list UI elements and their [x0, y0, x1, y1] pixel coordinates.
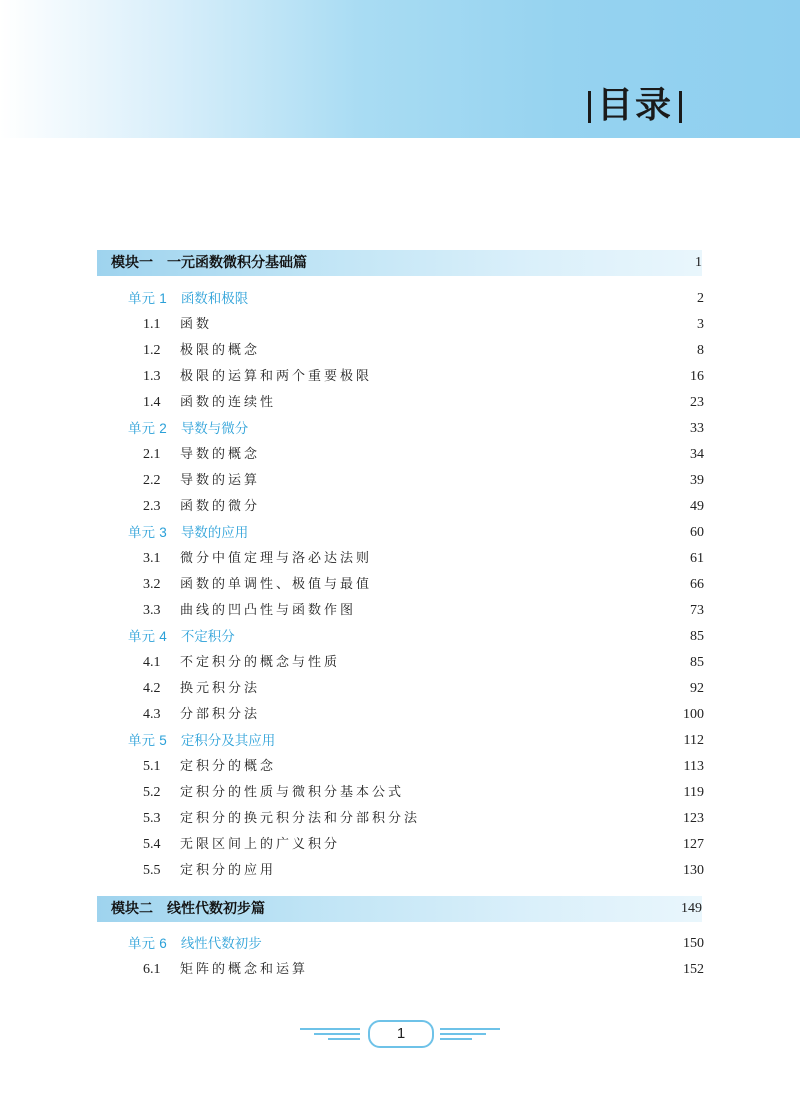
toc-unit[interactable]	[128, 287, 704, 311]
dot-leader	[313, 251, 689, 275]
toc-section[interactable]	[143, 755, 704, 779]
dot-leader	[266, 469, 684, 493]
dot-leader	[218, 313, 691, 337]
dot-leader	[254, 521, 684, 545]
page-ref: 127	[683, 837, 704, 852]
unit-number: 4	[159, 629, 167, 644]
footer-ornament-left	[300, 1025, 360, 1041]
dot-leader	[410, 781, 678, 805]
toc-section[interactable]	[143, 547, 704, 571]
unit-number: 6	[159, 936, 167, 951]
section-title: 极限的概念	[180, 343, 261, 358]
page-title-text: 目录	[596, 85, 673, 126]
unit-label: 单元 3	[128, 525, 167, 541]
section-number: 3.2	[143, 577, 161, 592]
section-title: 导数的运算	[180, 473, 261, 488]
page-ref: 85	[690, 655, 704, 670]
section-title: 定积分的概念	[180, 759, 277, 774]
page-ref: 61	[690, 551, 704, 566]
section-number: 5.5	[143, 863, 161, 878]
dot-leader	[266, 677, 684, 701]
page-number: 1	[368, 1020, 434, 1048]
toc-section[interactable]	[143, 391, 704, 415]
section-title: 导数的概念	[180, 447, 261, 462]
section-number: 4.1	[143, 655, 161, 670]
section-title: 定积分的应用	[180, 863, 277, 878]
module-title: 模块二 线性代数初步篇	[111, 901, 265, 917]
page-ref: 113	[683, 759, 704, 774]
page-ref: 123	[683, 811, 704, 826]
section-title: 定积分的换元积分法和分部积分法	[180, 811, 421, 826]
section-number: 2.2	[143, 473, 161, 488]
unit-title: 导数与微分	[180, 421, 249, 437]
page-ref: 16	[690, 369, 704, 384]
toc-section[interactable]	[143, 859, 704, 883]
dot-leader	[271, 897, 675, 921]
dot-leader	[268, 932, 677, 956]
toc-section[interactable]	[143, 365, 704, 389]
toc-section[interactable]	[143, 313, 704, 337]
section-title: 函数的单调性、极值与最值	[180, 577, 373, 592]
page-ref: 60	[690, 525, 704, 540]
page-ref: 112	[683, 733, 704, 748]
page-ref: 152	[683, 962, 704, 977]
section-number: 2.1	[143, 447, 161, 462]
module-title: 模块一 一元函数微积分基础篇	[111, 255, 307, 271]
dot-leader	[266, 703, 677, 727]
section-number: 4.3	[143, 707, 161, 722]
dot-leader	[282, 391, 684, 415]
page-ref: 149	[681, 901, 702, 916]
dot-leader	[282, 859, 677, 883]
page-ref: 119	[683, 785, 704, 800]
unit-title: 不定积分	[180, 629, 235, 645]
toc-section[interactable]	[143, 339, 704, 363]
dot-leader	[254, 287, 691, 311]
dot-leader	[314, 958, 677, 982]
dot-leader	[254, 417, 684, 441]
section-number: 4.2	[143, 681, 161, 696]
page-ref: 100	[683, 707, 704, 722]
unit-number: 3	[159, 525, 167, 540]
page-ref: 73	[690, 603, 704, 618]
dot-leader	[282, 755, 678, 779]
toc-section[interactable]	[143, 573, 704, 597]
toc-section[interactable]	[143, 833, 704, 857]
page-footer	[300, 1020, 500, 1046]
unit-label: 单元 2	[128, 421, 167, 437]
section-number: 5.2	[143, 785, 161, 800]
unit-title: 定积分及其应用	[180, 733, 276, 749]
dot-leader	[266, 339, 691, 363]
section-title: 微分中值定理与洛必达法则	[180, 551, 373, 566]
page-ref: 85	[690, 629, 704, 644]
toc-section[interactable]	[143, 495, 704, 519]
toc-module[interactable]	[97, 250, 702, 276]
dot-leader	[378, 547, 684, 571]
unit-label: 单元 4	[128, 629, 167, 645]
toc-section[interactable]	[143, 781, 704, 805]
dot-leader	[426, 807, 677, 831]
toc-section[interactable]	[143, 599, 704, 623]
page-ref: 8	[697, 343, 704, 358]
unit-number: 5	[159, 733, 167, 748]
section-number: 2.3	[143, 499, 161, 514]
section-number: 1.4	[143, 395, 161, 410]
section-number: 6.1	[143, 962, 161, 977]
unit-number: 1	[159, 291, 167, 306]
section-number: 3.3	[143, 603, 161, 618]
toc-section[interactable]	[143, 677, 704, 701]
page-ref: 130	[683, 863, 704, 878]
toc-section[interactable]	[143, 703, 704, 727]
page-ref: 34	[690, 447, 704, 462]
toc-section[interactable]	[143, 651, 704, 675]
dot-leader	[281, 729, 677, 753]
unit-label: 单元 6	[128, 936, 167, 952]
page-ref: 2	[697, 291, 704, 306]
toc-section[interactable]	[143, 807, 704, 831]
unit-label: 单元 1	[128, 291, 167, 307]
toc-section[interactable]	[143, 958, 704, 982]
page-ref: 66	[690, 577, 704, 592]
dot-leader	[266, 495, 684, 519]
toc-section[interactable]	[143, 469, 704, 493]
section-title: 曲线的凹凸性与函数作图	[180, 603, 357, 618]
section-number: 5.1	[143, 759, 161, 774]
toc-section[interactable]	[143, 443, 704, 467]
dot-leader	[378, 573, 684, 597]
section-title: 函数的微分	[180, 499, 261, 514]
section-title: 极限的运算和两个重要极限	[180, 369, 373, 384]
section-number: 1.3	[143, 369, 161, 384]
unit-title: 函数和极限	[180, 291, 249, 307]
section-title: 矩阵的概念和运算	[180, 962, 309, 977]
page-ref: 39	[690, 473, 704, 488]
page-ref: 23	[690, 395, 704, 410]
toc-unit[interactable]	[128, 417, 704, 441]
toc-unit[interactable]	[128, 932, 704, 956]
section-number: 5.4	[143, 837, 161, 852]
section-title: 不定积分的概念与性质	[180, 655, 341, 670]
unit-title: 导数的应用	[180, 525, 249, 541]
page-ref: 49	[690, 499, 704, 514]
dot-leader	[241, 625, 684, 649]
page-ref: 92	[690, 681, 704, 696]
dot-leader	[362, 599, 684, 623]
section-title: 换元积分法	[180, 681, 261, 696]
unit-label: 单元 5	[128, 733, 167, 749]
dot-leader	[378, 365, 684, 389]
page-ref: 1	[695, 255, 702, 270]
section-number: 1.1	[143, 317, 161, 332]
unit-title: 线性代数初步	[180, 936, 262, 952]
unit-number: 2	[159, 421, 167, 436]
toc-unit[interactable]	[128, 625, 704, 649]
dot-leader	[266, 443, 684, 467]
toc-unit[interactable]	[128, 521, 704, 545]
page-ref: 150	[683, 936, 704, 951]
section-title: 函数	[180, 317, 213, 332]
dot-leader	[346, 833, 677, 857]
toc-module[interactable]	[97, 896, 702, 922]
section-title: 定积分的性质与微积分基本公式	[180, 785, 405, 800]
footer-ornament-right	[440, 1025, 500, 1041]
page-ref: 3	[697, 317, 704, 332]
page-ref: 33	[690, 421, 704, 436]
section-number: 5.3	[143, 811, 161, 826]
toc-unit[interactable]	[128, 729, 704, 753]
section-number: 3.1	[143, 551, 161, 566]
section-title: 函数的连续性	[180, 395, 277, 410]
dot-leader	[346, 651, 684, 675]
section-title: 分部积分法	[180, 707, 261, 722]
section-number: 1.2	[143, 343, 161, 358]
section-title: 无限区间上的广义积分	[180, 837, 341, 852]
